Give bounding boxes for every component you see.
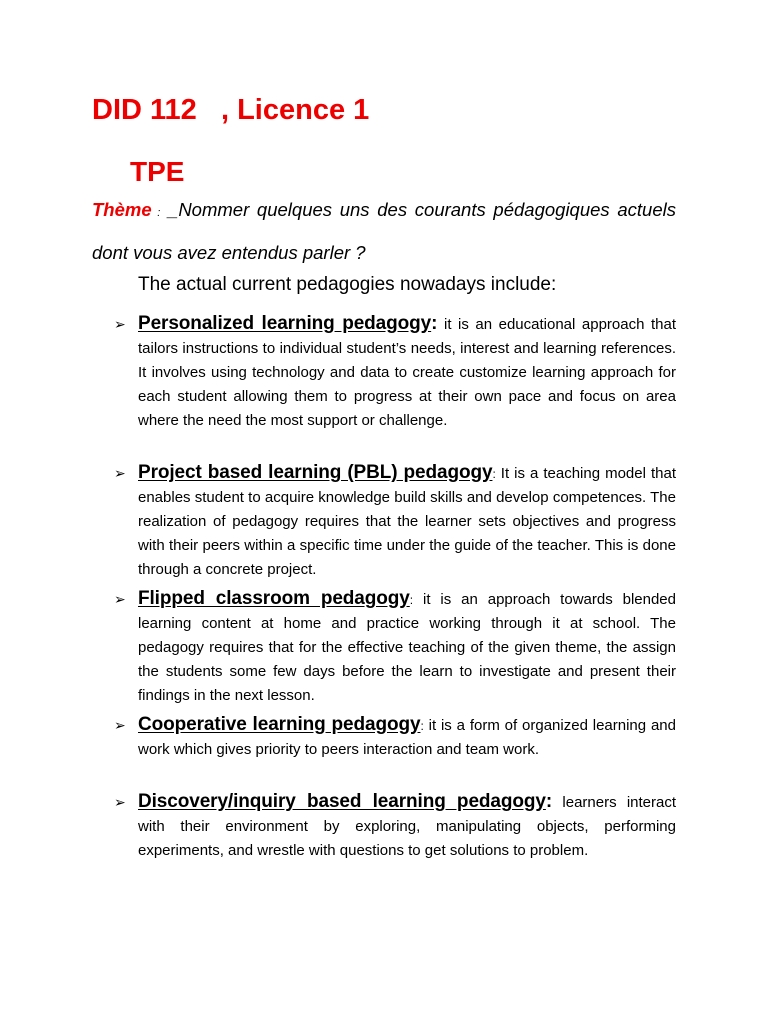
list-item-cooperative (114, 713, 676, 762)
item-colon: : (545, 791, 553, 812)
item-term: Discovery/inquiry based learning pedagogy (138, 791, 546, 812)
item-term: Personalized learning pedagogy (138, 313, 432, 334)
arrow-bullet-icon: ➢ (114, 794, 126, 810)
item-term: Project based learning (PBL) pedagogy (138, 462, 493, 483)
list-item-personalized (114, 312, 676, 433)
item-colon: : (409, 593, 414, 607)
item-description: it is a form of organized learning and work which gives priority to peers interaction and team work. (138, 717, 676, 758)
theme-label: Thème (92, 199, 152, 220)
item-description: it is an approach towards blended learning content at home and practice working through it at school. The pedagogy requires that for the effective teaching of the given theme, the assign the students some few days before the learn to investigate and present their findings in the next lesson. (138, 591, 676, 704)
item-description: It is a teaching model that enables student to acquire knowledge build skills and develop competences. The realization of pedagogy requires that the learner sets objectives and progress with their peers within a specific time under the guide of the teacher. This is done through a concrete project. (138, 465, 676, 578)
item-colon: : (431, 313, 438, 334)
list-item-project-based (114, 461, 676, 582)
arrow-bullet-icon: ➢ (114, 717, 126, 733)
arrow-bullet-icon: ➢ (114, 591, 126, 607)
item-colon: : (420, 719, 424, 733)
item-description: learners interact with their environment by exploring, manipulating objects, performing experiments, and wrestle with questions to get solutions to problem. (138, 794, 677, 859)
document-subtitle: TPE (130, 156, 185, 187)
arrow-bullet-icon: ➢ (114, 465, 126, 481)
item-term: Flipped classroom pedagogy (138, 588, 410, 609)
theme-text: Nommer quelques uns des courants pédagogiques actuels dont vous avez entendus parler ? (92, 199, 676, 263)
item-colon: : (492, 467, 496, 481)
list-item-flipped-classroom (114, 587, 676, 708)
theme-separator: : (151, 207, 161, 219)
item-description: it is an educational approach that tailors instructions to individual student’s needs, interest and learning references. It involves using technology and data to create customize learning approach for each student allowing them to progress at their own pace and focus on area where the need the most support or challenge. (138, 316, 676, 429)
arrow-bullet-icon: ➢ (114, 316, 126, 332)
list-item-discovery-inquiry (114, 790, 677, 863)
document-title: DID 112 , Licence 1 (92, 94, 370, 126)
intro-text: The actual current pedagogies nowadays include: (138, 274, 557, 295)
theme-underscore: _ (160, 199, 179, 220)
theme-paragraph (92, 190, 676, 272)
item-term: Cooperative learning pedagogy (138, 714, 421, 735)
